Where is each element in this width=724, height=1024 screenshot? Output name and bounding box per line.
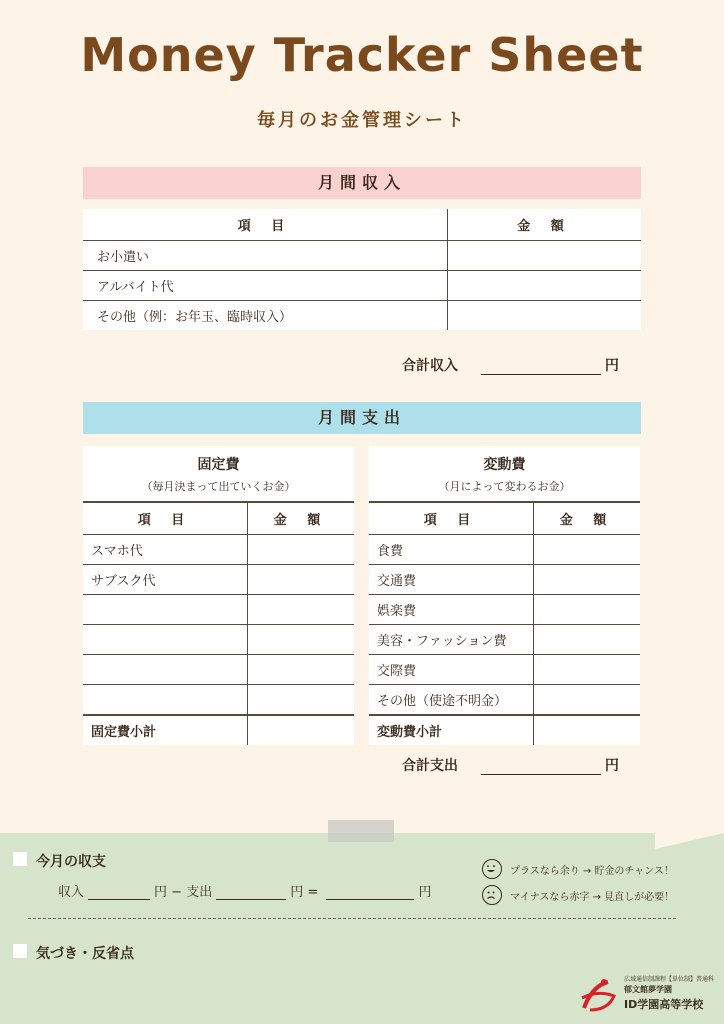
plus-note-text: プラスなら余り → 貯金のチャンス！ [510, 865, 674, 877]
fixed-amount-cell[interactable] [248, 685, 355, 716]
table-row [369, 535, 640, 565]
school-logo [578, 972, 718, 1018]
expense-total-label: 合計支出 [402, 758, 458, 774]
table-row [83, 301, 641, 331]
fixed-amount-cell[interactable] [248, 625, 355, 655]
yen-label: 円 [418, 885, 432, 900]
table-row [83, 655, 354, 685]
fixed-cost-title: 固定費 [197, 456, 240, 473]
formula-expense-label: 支出 [186, 885, 213, 900]
fixed-amount-cell[interactable] [248, 595, 355, 625]
tape-decoration [328, 820, 394, 842]
fixed-amount-cell[interactable] [248, 565, 355, 595]
variable-amount-cell[interactable] [534, 595, 641, 625]
summary-title: 今月の収支 [36, 854, 106, 870]
expense-total-field[interactable] [481, 774, 601, 775]
fixed-cost-header [83, 446, 354, 502]
variable-cost-table [369, 446, 640, 745]
table-row [83, 535, 354, 565]
logo-line3: ID学園高等学校 [624, 998, 704, 1011]
variable-col-item: 項 目 [369, 502, 534, 535]
table-row [369, 625, 640, 655]
fixed-item: スマホ代 [83, 535, 248, 565]
checkbox-icon[interactable] [13, 852, 27, 866]
fixed-subtotal-cell[interactable] [248, 715, 355, 745]
income-item: アルバイト代 [83, 271, 448, 301]
variable-cost-sub: （月によって変わるお金） [438, 479, 571, 493]
table-row [369, 685, 640, 716]
fixed-col-item: 項 目 [83, 502, 248, 535]
fixed-cost-table [83, 446, 354, 745]
page-title: Money Tracker Sheet [80, 28, 644, 82]
minus-note [482, 885, 674, 905]
variable-item: 美容・ファッション費 [369, 625, 534, 655]
table-row [369, 715, 640, 745]
minus-note-text: マイナスなら赤字 → 見直しが必要！ [510, 891, 675, 903]
expense-section-title: 月間支出 [83, 402, 641, 434]
yen-label: 円 [290, 885, 304, 900]
variable-item: その他（使途不明金） [369, 685, 534, 716]
income-section-title: 月間収入 [83, 167, 641, 199]
income-total-field[interactable] [481, 374, 601, 375]
table-row [369, 565, 640, 595]
income-amount-cell[interactable] [448, 301, 642, 331]
table-row [369, 595, 640, 625]
formula-expense-field[interactable] [216, 899, 286, 900]
income-item: その他（例：お年玉、臨時収入） [97, 310, 293, 325]
balance-formula [58, 881, 431, 900]
fixed-item[interactable] [83, 655, 248, 685]
expense-total [402, 755, 619, 775]
fixed-item: サブスク代 [83, 565, 248, 595]
plus-note [482, 859, 674, 879]
yen-label: 円 [604, 358, 619, 374]
variable-subtotal-label: 変動費小計 [377, 725, 443, 740]
variable-col-amount: 金 額 [534, 502, 641, 535]
variable-item: 娯楽費 [369, 595, 534, 625]
formula-income-field[interactable] [88, 899, 150, 900]
reflection-title: 気づき・反省点 [36, 946, 134, 962]
divider [28, 918, 676, 919]
fixed-item[interactable] [83, 685, 248, 716]
formula-income-label: 収入 [58, 885, 85, 900]
table-row [83, 241, 641, 271]
table-row [83, 565, 354, 595]
table-row [83, 715, 354, 745]
table-row [83, 595, 354, 625]
variable-amount-cell[interactable] [534, 685, 641, 716]
income-col-amount: 金 額 [448, 209, 642, 241]
variable-cost-header [369, 446, 640, 502]
logo-line2: 郁文館夢学園 [624, 985, 672, 994]
yen-label: 円 [154, 885, 168, 900]
fixed-amount-cell[interactable] [248, 535, 355, 565]
logo-line1: 広域通信制課程【単位制】普通科 [624, 976, 715, 983]
panel-corner [655, 833, 724, 849]
income-total-label: 合計収入 [402, 358, 458, 374]
table-row [83, 271, 641, 301]
fixed-cost-sub: （毎月決まって出ていくお金） [141, 479, 296, 493]
sad-face-icon [482, 885, 502, 905]
page-subtitle: 毎月のお金管理シート [257, 110, 467, 131]
variable-amount-cell[interactable] [534, 535, 641, 565]
table-row [369, 655, 640, 685]
income-amount-cell[interactable] [448, 271, 642, 301]
income-total [402, 355, 619, 375]
formula-result-field[interactable] [326, 899, 414, 900]
yen-label: 円 [604, 758, 619, 774]
fixed-item[interactable] [83, 595, 248, 625]
smile-face-icon [482, 859, 502, 879]
school-logo-icon [578, 976, 618, 1016]
fixed-item[interactable] [83, 625, 248, 655]
variable-item: 食費 [369, 535, 534, 565]
fixed-subtotal-label: 固定費小計 [91, 725, 157, 740]
variable-item: 交際費 [369, 655, 534, 685]
variable-amount-cell[interactable] [534, 655, 641, 685]
variable-subtotal-cell[interactable] [534, 715, 641, 745]
variable-amount-cell[interactable] [534, 625, 641, 655]
checkbox-icon[interactable] [13, 944, 27, 958]
income-item: お小遣い [83, 241, 448, 271]
income-table [83, 209, 641, 330]
table-row [83, 625, 354, 655]
equals-sign: = [307, 885, 319, 900]
variable-amount-cell[interactable] [534, 565, 641, 595]
variable-item: 交通費 [369, 565, 534, 595]
variable-cost-title: 変動費 [483, 456, 526, 473]
income-col-item: 項 目 [83, 209, 448, 241]
table-row [83, 685, 354, 716]
income-amount-cell[interactable] [448, 241, 642, 271]
fixed-amount-cell[interactable] [248, 655, 355, 685]
minus-sign: − [171, 885, 183, 900]
fixed-col-amount: 金 額 [248, 502, 355, 535]
